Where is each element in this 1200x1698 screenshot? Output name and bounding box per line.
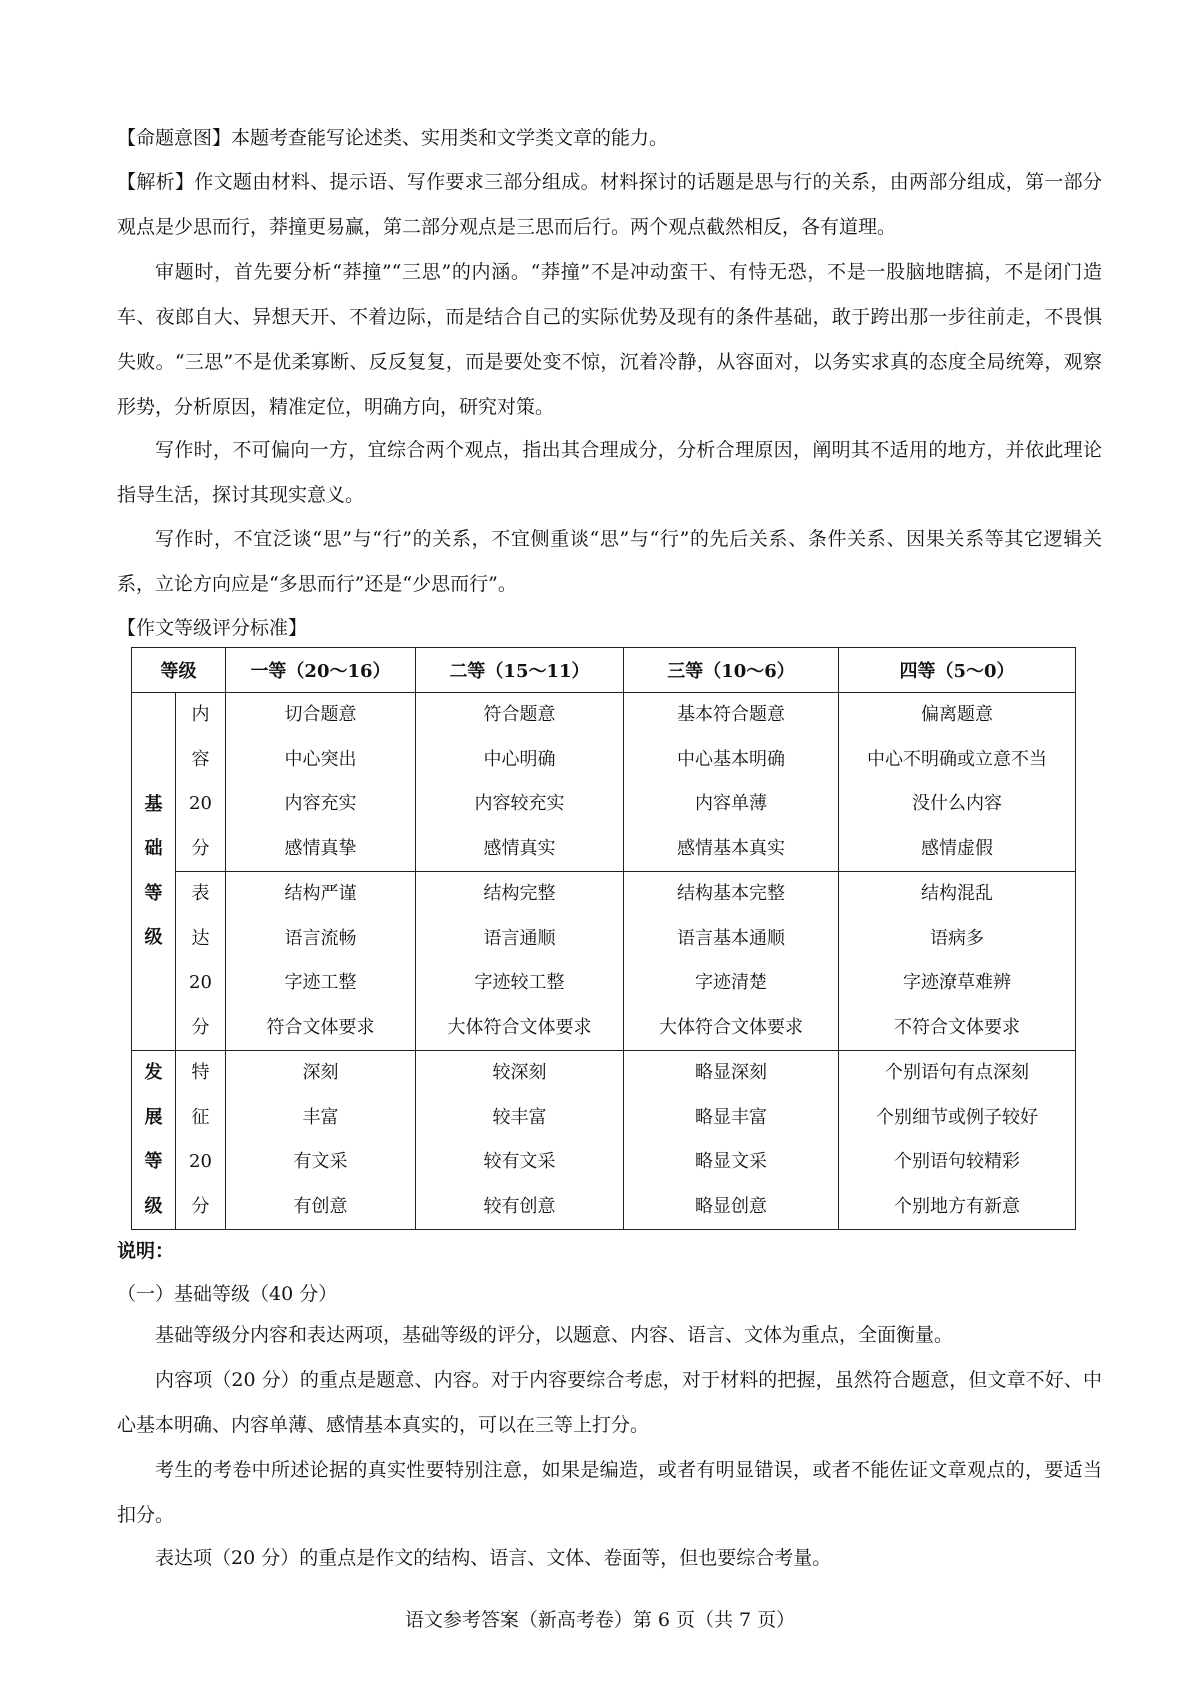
expression-fourth: 结构混乱 语病多 字迹潦草难辨 不符合文体要求 bbox=[839, 872, 1076, 1051]
content-second: 符合题意 中心明确 内容较充实 感情真实 bbox=[416, 693, 624, 872]
analysis-paragraph-3: 写作时，不可偏向一方，宜综合两个观点，指出其合理成分，分析合理原因，阐明其不适用的地方，并依此理论指导生活，探讨其现实意义。 bbox=[117, 439, 1102, 506]
development-label: 特 征 20 分 bbox=[176, 1051, 226, 1230]
table-row-expression bbox=[132, 872, 1076, 1051]
analysis-paragraph-4: 写作时，不宜泛谈“思”与“行”的关系，不宜侧重谈“思”与“行”的先后关系、条件关系、因果关系等其它逻辑关系，立论方向应是“多思而行”还是“少思而行”。 bbox=[117, 528, 1102, 595]
analysis-paragraph-1 bbox=[117, 160, 1102, 250]
development-first: 深刻 丰富 有文采 有创意 bbox=[226, 1051, 416, 1230]
content-label: 内 容 20 分 bbox=[176, 693, 226, 872]
expression-label: 表 达 20 分 bbox=[176, 872, 226, 1051]
notes-section-1: （一）基础等级（40 分） bbox=[117, 1283, 338, 1305]
header-grade: 等级 bbox=[132, 648, 226, 693]
header-fourth: 四等（5～0） bbox=[839, 648, 1076, 693]
table-row-development bbox=[132, 1051, 1076, 1230]
content-fourth: 偏离题意 中心不明确或立意不当 没什么内容 感情虚假 bbox=[839, 693, 1076, 872]
notes-paragraph-2: 内容项（20 分）的重点是题意、内容。对于内容要综合考虑，对于材料的把握，虽然符合题意，但文章不好、中心基本明确、内容单薄、感情基本真实的，可以在三等上打分。 bbox=[117, 1369, 1102, 1436]
intent-text: 本题考查能写论述类、实用类和文学类文章的能力。 bbox=[231, 127, 669, 149]
development-fourth: 个别语句有点深刻 个别细节或例子较好 个别语句较精彩 个别地方有新意 bbox=[839, 1051, 1076, 1230]
notes-paragraph-4: 表达项（20 分）的重点是作文的结构、语言、文体、卷面等，但也要综合考量。 bbox=[155, 1547, 832, 1569]
header-third: 三等（10～6） bbox=[624, 648, 839, 693]
header-second: 二等（15～11） bbox=[416, 648, 624, 693]
grading-table bbox=[131, 647, 1076, 1230]
content-third: 基本符合题意 中心基本明确 内容单薄 感情基本真实 bbox=[624, 693, 839, 872]
development-third: 略显深刻 略显丰富 略显文采 略显创意 bbox=[624, 1051, 839, 1230]
intent-paragraph bbox=[117, 116, 1102, 161]
analysis-text-1: 作文题由材料、提示语、写作要求三部分组成。材料探讨的话题是思与行的关系，由两部分组成，第一部分观点是少思而行，莽撞更易赢，第二部分观点是三思而后行。两个观点截然相反，各有道理。 bbox=[117, 171, 1102, 238]
header-first: 一等（20～16） bbox=[226, 648, 416, 693]
intent-tag: 【命题意图】 bbox=[117, 127, 232, 149]
development-second: 较深刻 较丰富 较有文采 较有创意 bbox=[416, 1051, 624, 1230]
notes-paragraph-1: 基础等级分内容和表达两项，基础等级的评分，以题意、内容、语言、文体为重点，全面衡量。 bbox=[155, 1324, 954, 1346]
development-category: 发 展 等 级 bbox=[132, 1051, 176, 1230]
expression-third: 结构基本完整 语言基本通顺 字迹清楚 大体符合文体要求 bbox=[624, 872, 839, 1051]
page-footer: 语文参考答案（新高考卷）第 6 页（共 7 页） bbox=[404, 1609, 796, 1631]
notes-paragraph-3: 考生的考卷中所述论据的真实性要特别注意，如果是编造，或者有明显错误，或者不能佐证文章观点的，要适当扣分。 bbox=[117, 1459, 1102, 1526]
expression-first: 结构严谨 语言流畅 字迹工整 符合文体要求 bbox=[226, 872, 416, 1051]
analysis-tag: 【解析】 bbox=[117, 171, 195, 193]
basic-category: 基 础 等 级 bbox=[132, 693, 176, 1051]
table-row-content bbox=[132, 693, 1076, 872]
content-first: 切合题意 中心突出 内容充实 感情真挚 bbox=[226, 693, 416, 872]
expression-second: 结构完整 语言通顺 字迹较工整 大体符合文体要求 bbox=[416, 872, 624, 1051]
notes-title: 说明： bbox=[117, 1240, 175, 1262]
table-header-row bbox=[132, 648, 1076, 693]
standard-title: 【作文等级评分标准】 bbox=[117, 617, 308, 639]
analysis-paragraph-2: 审题时，首先要分析“莽撞”“三思”的内涵。“莽撞”不是冲动蛮干、有恃无恐，不是一股脑地瞎搞，不是闭门造车、夜郎自大、异想天开、不着边际，而是结合自己的实际优势及现有的条件基础，敢于跨出那一步往前走，不畏惧失败。“三思”不是优柔寡断、反反复复，而是要处变不惊，沉着冷静，从容面对，以务实求真的态度全局统筹，观察形势，分析原因，精准定位，明确方向，研究对策。 bbox=[117, 261, 1102, 418]
